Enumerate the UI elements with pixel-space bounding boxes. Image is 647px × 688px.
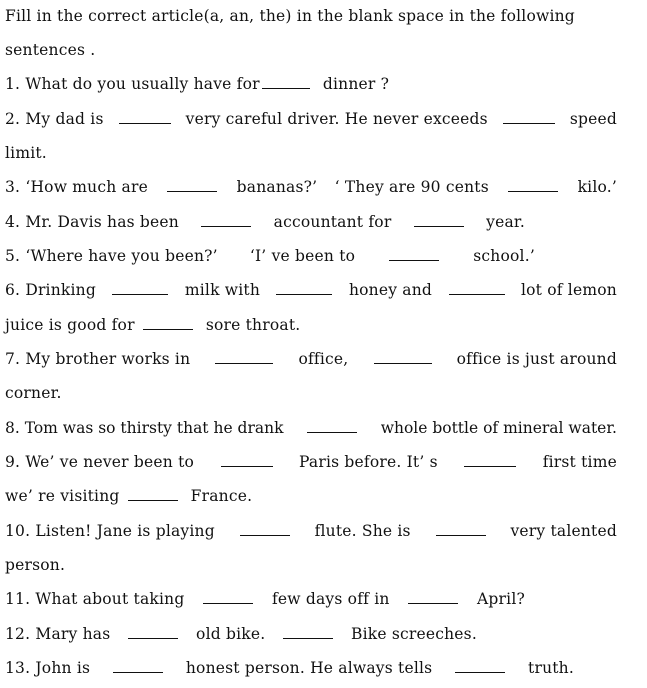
question-4 <box>5 210 525 234</box>
question-7-continued <box>5 381 617 405</box>
answer-blank[interactable] <box>113 656 163 673</box>
question-text: accountant for <box>273 213 392 231</box>
question-text: sore throat. <box>205 316 301 334</box>
question-text: 7. My brother works in <box>5 350 191 368</box>
question-6 <box>5 278 617 302</box>
question-3 <box>5 175 617 199</box>
answer-blank[interactable] <box>389 244 439 261</box>
question-text: office is just around <box>456 350 617 368</box>
answer-blank[interactable] <box>128 484 178 501</box>
question-text: office, <box>298 350 349 368</box>
answer-blank[interactable] <box>167 175 217 192</box>
answer-blank[interactable] <box>283 622 333 639</box>
instructions-text: Fill in the correct article(a, an, the) in the blank space in the following <box>5 7 575 25</box>
question-1 <box>5 72 617 96</box>
question-2 <box>5 107 617 131</box>
question-9-continued <box>5 484 617 508</box>
question-text: honest person. He always tells <box>185 659 433 677</box>
answer-blank[interactable] <box>503 107 555 124</box>
answer-blank[interactable] <box>203 587 253 604</box>
question-text: year. <box>486 213 525 231</box>
question-text: person. <box>5 556 66 574</box>
answer-blank[interactable] <box>436 519 486 536</box>
answer-blank[interactable] <box>276 278 332 295</box>
instructions-text: sentences . <box>5 41 96 59</box>
question-text: 8. Tom was so thirsty that he drank <box>5 419 284 437</box>
question-8 <box>5 416 617 440</box>
question-text: dinner ? <box>322 75 390 93</box>
question-text: milk with <box>184 281 261 299</box>
question-text: whole bottle of mineral water. <box>380 419 617 437</box>
answer-blank[interactable] <box>455 656 505 673</box>
question-text: ‘I’ ve been to <box>249 247 356 265</box>
question-text: speed <box>569 110 617 128</box>
instructions-line-1 <box>5 4 617 28</box>
answer-blank[interactable] <box>128 622 178 639</box>
question-text: 12. Mary has <box>5 625 111 643</box>
question-12 <box>5 622 477 646</box>
question-text: ‘ They are 90 cents <box>334 178 489 196</box>
answer-blank[interactable] <box>240 519 290 536</box>
question-9 <box>5 450 617 474</box>
question-2-continued <box>5 141 617 165</box>
question-text: juice is good for <box>5 316 135 334</box>
question-text: honey and <box>348 281 433 299</box>
question-text: 2. My dad is <box>5 110 104 128</box>
question-text: 4. Mr. Davis has been <box>5 213 179 231</box>
question-text: 9. We’ ve never been to <box>5 453 195 471</box>
answer-blank[interactable] <box>221 450 273 467</box>
answer-blank[interactable] <box>508 175 558 192</box>
question-text: Bike screeches. <box>351 625 477 643</box>
answer-blank[interactable] <box>414 210 464 227</box>
question-text: corner. <box>5 384 62 402</box>
answer-blank[interactable] <box>201 210 251 227</box>
question-text: kilo.’ <box>577 178 617 196</box>
answer-blank[interactable] <box>215 347 273 364</box>
question-text: old bike. <box>196 625 266 643</box>
question-text: very talented <box>510 522 617 540</box>
question-6-continued <box>5 313 617 337</box>
question-10 <box>5 519 617 543</box>
question-text: lot of lemon <box>520 281 617 299</box>
question-10-continued <box>5 553 617 577</box>
answer-blank[interactable] <box>408 587 458 604</box>
answer-blank[interactable] <box>143 313 193 330</box>
question-text: flute. She is <box>314 522 411 540</box>
answer-blank[interactable] <box>449 278 505 295</box>
question-text: 10. Listen! Jane is playing <box>5 522 215 540</box>
answer-blank[interactable] <box>119 107 171 124</box>
question-text: Paris before. It’ s <box>298 453 438 471</box>
question-text: 11. What about taking <box>5 590 185 608</box>
answer-blank[interactable] <box>307 416 357 433</box>
answer-blank[interactable] <box>374 347 432 364</box>
question-text: 1. What do you usually have for <box>5 75 260 93</box>
question-text: we’ re visiting <box>5 487 120 505</box>
question-text: bananas?’ <box>236 178 318 196</box>
question-text: limit. <box>5 144 47 162</box>
answer-blank[interactable] <box>464 450 516 467</box>
answer-blank[interactable] <box>112 278 168 295</box>
question-text: 6. Drinking <box>5 281 96 299</box>
question-text: April? <box>477 590 525 608</box>
question-5 <box>5 244 535 268</box>
question-7 <box>5 347 617 371</box>
question-text: few days off in <box>271 590 390 608</box>
question-text: truth. <box>528 659 574 677</box>
question-11 <box>5 587 525 611</box>
question-text: school.’ <box>473 247 535 265</box>
question-text: 13. John is <box>5 659 91 677</box>
question-text: 5. ‘Where have you been?’ <box>5 247 218 265</box>
answer-blank[interactable] <box>262 72 310 89</box>
question-13 <box>5 656 574 680</box>
question-text: France. <box>190 487 253 505</box>
question-text: very careful driver. He never exceeds <box>185 110 488 128</box>
question-text: first time <box>542 453 617 471</box>
question-text: 3. ‘How much are <box>5 178 148 196</box>
instructions-line-2 <box>5 38 617 62</box>
